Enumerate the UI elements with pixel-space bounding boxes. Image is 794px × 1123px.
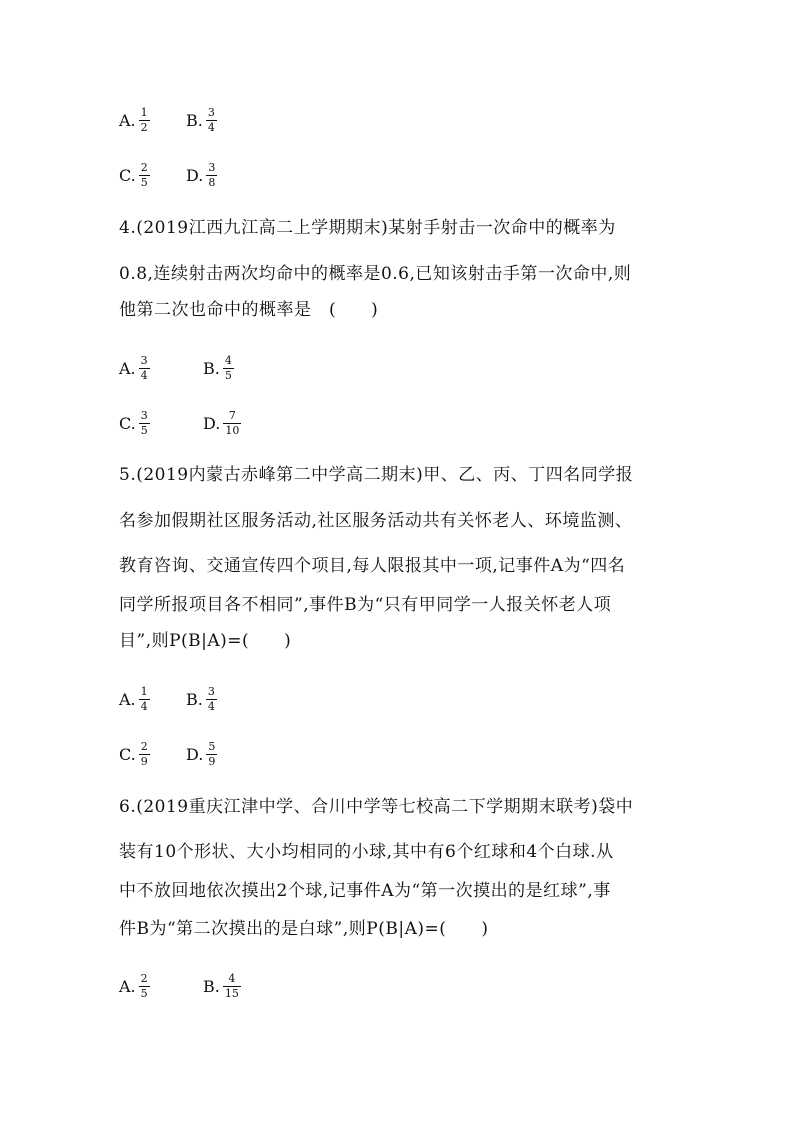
option-label: C. [119, 744, 136, 764]
fraction [139, 162, 150, 189]
fraction [139, 107, 150, 134]
option-label: A. [119, 976, 136, 996]
fraction-numerator: 5 [208, 740, 216, 753]
option-label: D. [203, 413, 221, 433]
q4-stem-line-1: 4.(2019江西九江高二上学期期末)某射手射击一次命中的概率为 [119, 218, 616, 238]
fraction-denominator: 4 [140, 369, 148, 382]
option-label: B. [186, 689, 203, 709]
fraction [206, 107, 217, 134]
fraction-denominator: 4 [207, 121, 215, 134]
option-label: B. [203, 358, 220, 378]
q5-option-d [186, 741, 217, 768]
q6-option-a [119, 973, 150, 1000]
option-label: A. [119, 689, 136, 709]
fraction [139, 973, 150, 1000]
q5-stem-line-5: 目”,则P(B|A)=( ) [119, 631, 292, 651]
fraction [223, 410, 241, 437]
fraction [206, 162, 217, 189]
fraction [206, 686, 217, 713]
q4-stem-line-2: 0.8,连续射击两次均命中的概率是0.6,已知该射击手第一次命中,则 [119, 264, 632, 284]
option-label: A. [119, 358, 136, 378]
option-label: B. [186, 110, 203, 130]
fraction-numerator: 1 [140, 685, 148, 698]
q4-option-d [203, 410, 241, 437]
q5-stem-line-4: 同学所报项目各不相同”,事件B为“只有甲同学一人报关怀老人项 [119, 595, 612, 615]
option-label: D. [186, 165, 204, 185]
q3-option-c [119, 162, 150, 189]
fraction-denominator: 5 [140, 176, 148, 189]
fraction [139, 741, 150, 768]
q6-stem-line-4: 件B为“第二次摸出的是白球”,则P(B|A)=( ) [119, 919, 489, 939]
q5-option-a [119, 686, 150, 713]
fraction-denominator: 10 [225, 424, 240, 437]
fraction [139, 355, 150, 382]
q6-stem-line-3: 中不放回地依次摸出2个球,记事件A为“第一次摸出的是红球”,事 [119, 881, 611, 901]
fraction-numerator: 2 [140, 161, 148, 174]
fraction-denominator: 5 [140, 987, 148, 1000]
q4-option-a [119, 355, 150, 382]
fraction-numerator: 3 [207, 685, 215, 698]
fraction-numerator: 7 [228, 409, 236, 422]
fraction-numerator: 3 [208, 161, 216, 174]
fraction-denominator: 9 [208, 755, 216, 768]
q5-stem-line-2: 名参加假期社区服务活动,社区服务活动共有关怀老人、环境监测、 [119, 511, 633, 531]
fraction-denominator: 15 [224, 987, 239, 1000]
fraction-denominator: 5 [224, 369, 232, 382]
fraction-numerator: 4 [224, 354, 232, 367]
fraction-numerator: 4 [228, 972, 236, 985]
fraction [223, 355, 234, 382]
fraction [139, 686, 150, 713]
q3-option-b [186, 107, 217, 134]
q3-option-a [119, 107, 150, 134]
fraction-denominator: 4 [207, 700, 215, 713]
fraction-denominator: 8 [208, 176, 216, 189]
fraction-numerator: 2 [140, 740, 148, 753]
q4-option-c [119, 410, 150, 437]
q6-stem-line-2: 装有10个形状、大小均相同的小球,其中有6个红球和4个白球.从 [119, 842, 614, 862]
option-label: C. [119, 413, 136, 433]
q5-option-c [119, 741, 150, 768]
fraction-numerator: 2 [140, 972, 148, 985]
fraction-denominator: 9 [140, 755, 148, 768]
option-label: B. [203, 976, 220, 996]
q5-stem-line-3: 教育咨询、交通宣传四个项目,每人限报其中一项,记事件A为“四名 [119, 556, 626, 576]
q5-option-b [186, 686, 217, 713]
q5-stem-line-1: 5.(2019内蒙古赤峰第二中学高二期末)甲、乙、丙、丁四名同学报 [119, 465, 634, 485]
option-label: D. [186, 744, 204, 764]
option-label: A. [119, 110, 136, 130]
q4-stem-line-3: 他第二次也命中的概率是 ( ) [119, 300, 379, 320]
fraction-numerator: 3 [140, 354, 148, 367]
option-label: C. [119, 165, 136, 185]
q6-stem-line-1: 6.(2019重庆江津中学、合川中学等七校高二下学期期末联考)袋中 [119, 797, 634, 817]
fraction [223, 973, 241, 1000]
fraction-numerator: 1 [140, 106, 148, 119]
fraction [139, 410, 150, 437]
fraction [206, 741, 217, 768]
fraction-denominator: 4 [140, 700, 148, 713]
fraction-numerator: 3 [207, 106, 215, 119]
fraction-numerator: 3 [140, 409, 148, 422]
q4-option-b [203, 355, 234, 382]
q6-option-b [203, 973, 241, 1000]
fraction-denominator: 2 [140, 121, 148, 134]
q3-option-d [186, 162, 217, 189]
fraction-denominator: 5 [140, 424, 148, 437]
